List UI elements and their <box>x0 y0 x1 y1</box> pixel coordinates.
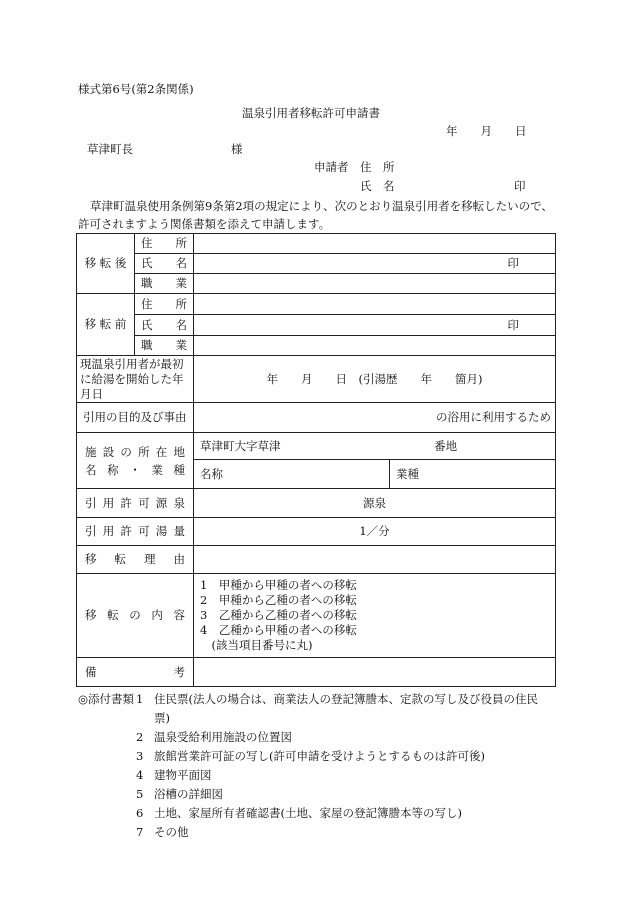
date-line: 年 月 日 <box>446 124 527 138</box>
attachment-number: 3 <box>136 749 144 763</box>
list-item <box>78 728 558 747</box>
attachment-number: 4 <box>136 768 144 782</box>
after-transfer-label: 移 転 後 <box>77 234 135 294</box>
attachment-text: 旅館営業許可証の写し(許可申請を受けようとするものは許可後) <box>154 749 485 763</box>
attachment-number: 5 <box>136 787 144 801</box>
facility-label <box>77 433 194 489</box>
attachments-section <box>78 690 558 842</box>
purpose-label: 引用の目的及び事由 <box>77 403 194 433</box>
source-label: 引 用 許 可 源 泉 <box>77 489 194 518</box>
remarks-field[interactable] <box>194 658 556 687</box>
before-address-label: 住 所 <box>135 294 194 315</box>
before-name-label: 氏 名 <box>135 315 194 336</box>
form-number: 様式第6号(第2条関係) <box>78 82 194 96</box>
content-item: 2 甲種から乙種の者への移転 <box>200 593 357 607</box>
source-field[interactable]: 源泉 <box>194 489 556 518</box>
after-name-label: 氏 名 <box>135 254 194 274</box>
facility-location-label: 施 設 の 所 在 地 <box>85 444 185 459</box>
content-field[interactable] <box>194 574 556 658</box>
volume-field[interactable]: 1／分 <box>194 518 556 546</box>
addressee-honorific: 様 <box>231 142 243 156</box>
volume-label: 引 用 許 可 湯 量 <box>77 518 194 546</box>
reason-label: 移 転 理 由 <box>77 546 194 574</box>
content-label: 移 転 の 内 容 <box>77 574 194 658</box>
content-item: 3 乙種から乙種の者への移転 <box>200 608 357 622</box>
first-supply-field[interactable]: 年 月 日 (引湯歴 年 箇月) <box>194 356 556 403</box>
list-item <box>78 766 558 785</box>
facility-name-field[interactable]: 名称 <box>194 460 390 489</box>
after-seal: 印 <box>507 256 519 271</box>
list-item <box>78 709 558 728</box>
attachment-number: 1 <box>136 692 144 706</box>
attachment-text: 票) <box>154 711 170 725</box>
list-item <box>78 823 558 842</box>
attachment-text: 温泉受給利用施設の位置図 <box>154 730 292 744</box>
before-address-field[interactable] <box>194 294 556 315</box>
list-item <box>78 747 558 766</box>
applicant-seal: 印 <box>514 179 526 193</box>
after-job-label: 職 業 <box>135 274 194 294</box>
purpose-field[interactable]: の浴用に利用するため <box>194 403 556 433</box>
first-supply-label: 現温泉引用者が最初に給湯を開始した年月日 <box>77 356 194 403</box>
reason-field[interactable] <box>194 546 556 574</box>
applicant-name-label: 氏 名 <box>360 179 395 193</box>
before-job-field[interactable] <box>194 336 556 356</box>
list-item <box>78 804 558 823</box>
attachments-heading: ◎添付書類 <box>78 692 135 706</box>
facility-location-prefix: 草津町大字草津 <box>200 438 281 453</box>
content-item: 1 甲種から甲種の者への移転 <box>200 578 357 592</box>
list-item <box>78 785 558 804</box>
after-job-field[interactable] <box>194 274 556 294</box>
attachment-number: 7 <box>136 825 144 839</box>
attachment-text: 住民票(法人の場合は、商業法人の登記簿謄本、定款の写し及び役員の住民 <box>154 692 538 706</box>
remarks-label: 備 考 <box>77 658 194 687</box>
application-statement: 草津町温泉使用条例第9条第2項の規定により、次のとおり温泉引用者を移転したいので、許可されますよう関係書類を添えて申請します。 <box>78 199 553 231</box>
attachment-text: 建物平面図 <box>154 768 212 782</box>
attachment-text: 浴槽の詳細図 <box>154 787 223 801</box>
before-name-field[interactable] <box>194 315 556 336</box>
document-title: 温泉引用者移転許可申請書 <box>242 106 380 120</box>
before-job-label: 職 業 <box>135 336 194 356</box>
before-transfer-label: 移 転 前 <box>77 294 135 356</box>
after-address-label: 住 所 <box>135 234 194 254</box>
content-note: (該当項目番号に丸) <box>200 638 313 652</box>
list-item <box>78 690 558 709</box>
applicant-address-label: 住 所 <box>360 160 395 174</box>
facility-type-field[interactable]: 業種 <box>390 460 556 489</box>
after-address-field[interactable] <box>194 234 556 254</box>
applicant-label: 申請者 <box>314 160 349 174</box>
before-seal: 印 <box>507 317 519 332</box>
attachment-number: 2 <box>136 730 144 744</box>
addressee: 草津町長 <box>87 142 133 156</box>
attachment-text: その他 <box>154 825 189 839</box>
attachment-text: 土地、家屋所有者確認書(土地、家屋の登記簿謄本等の写し) <box>154 806 462 820</box>
facility-name-type-label: 名 称 ・ 業 種 <box>85 462 185 477</box>
facility-location-field[interactable] <box>194 433 556 460</box>
after-name-field[interactable] <box>194 254 556 274</box>
application-table <box>76 233 556 687</box>
attachment-number: 6 <box>136 806 144 820</box>
facility-banchi: 番地 <box>434 438 458 453</box>
content-item: 4 乙種から甲種の者への移転 <box>200 623 357 637</box>
